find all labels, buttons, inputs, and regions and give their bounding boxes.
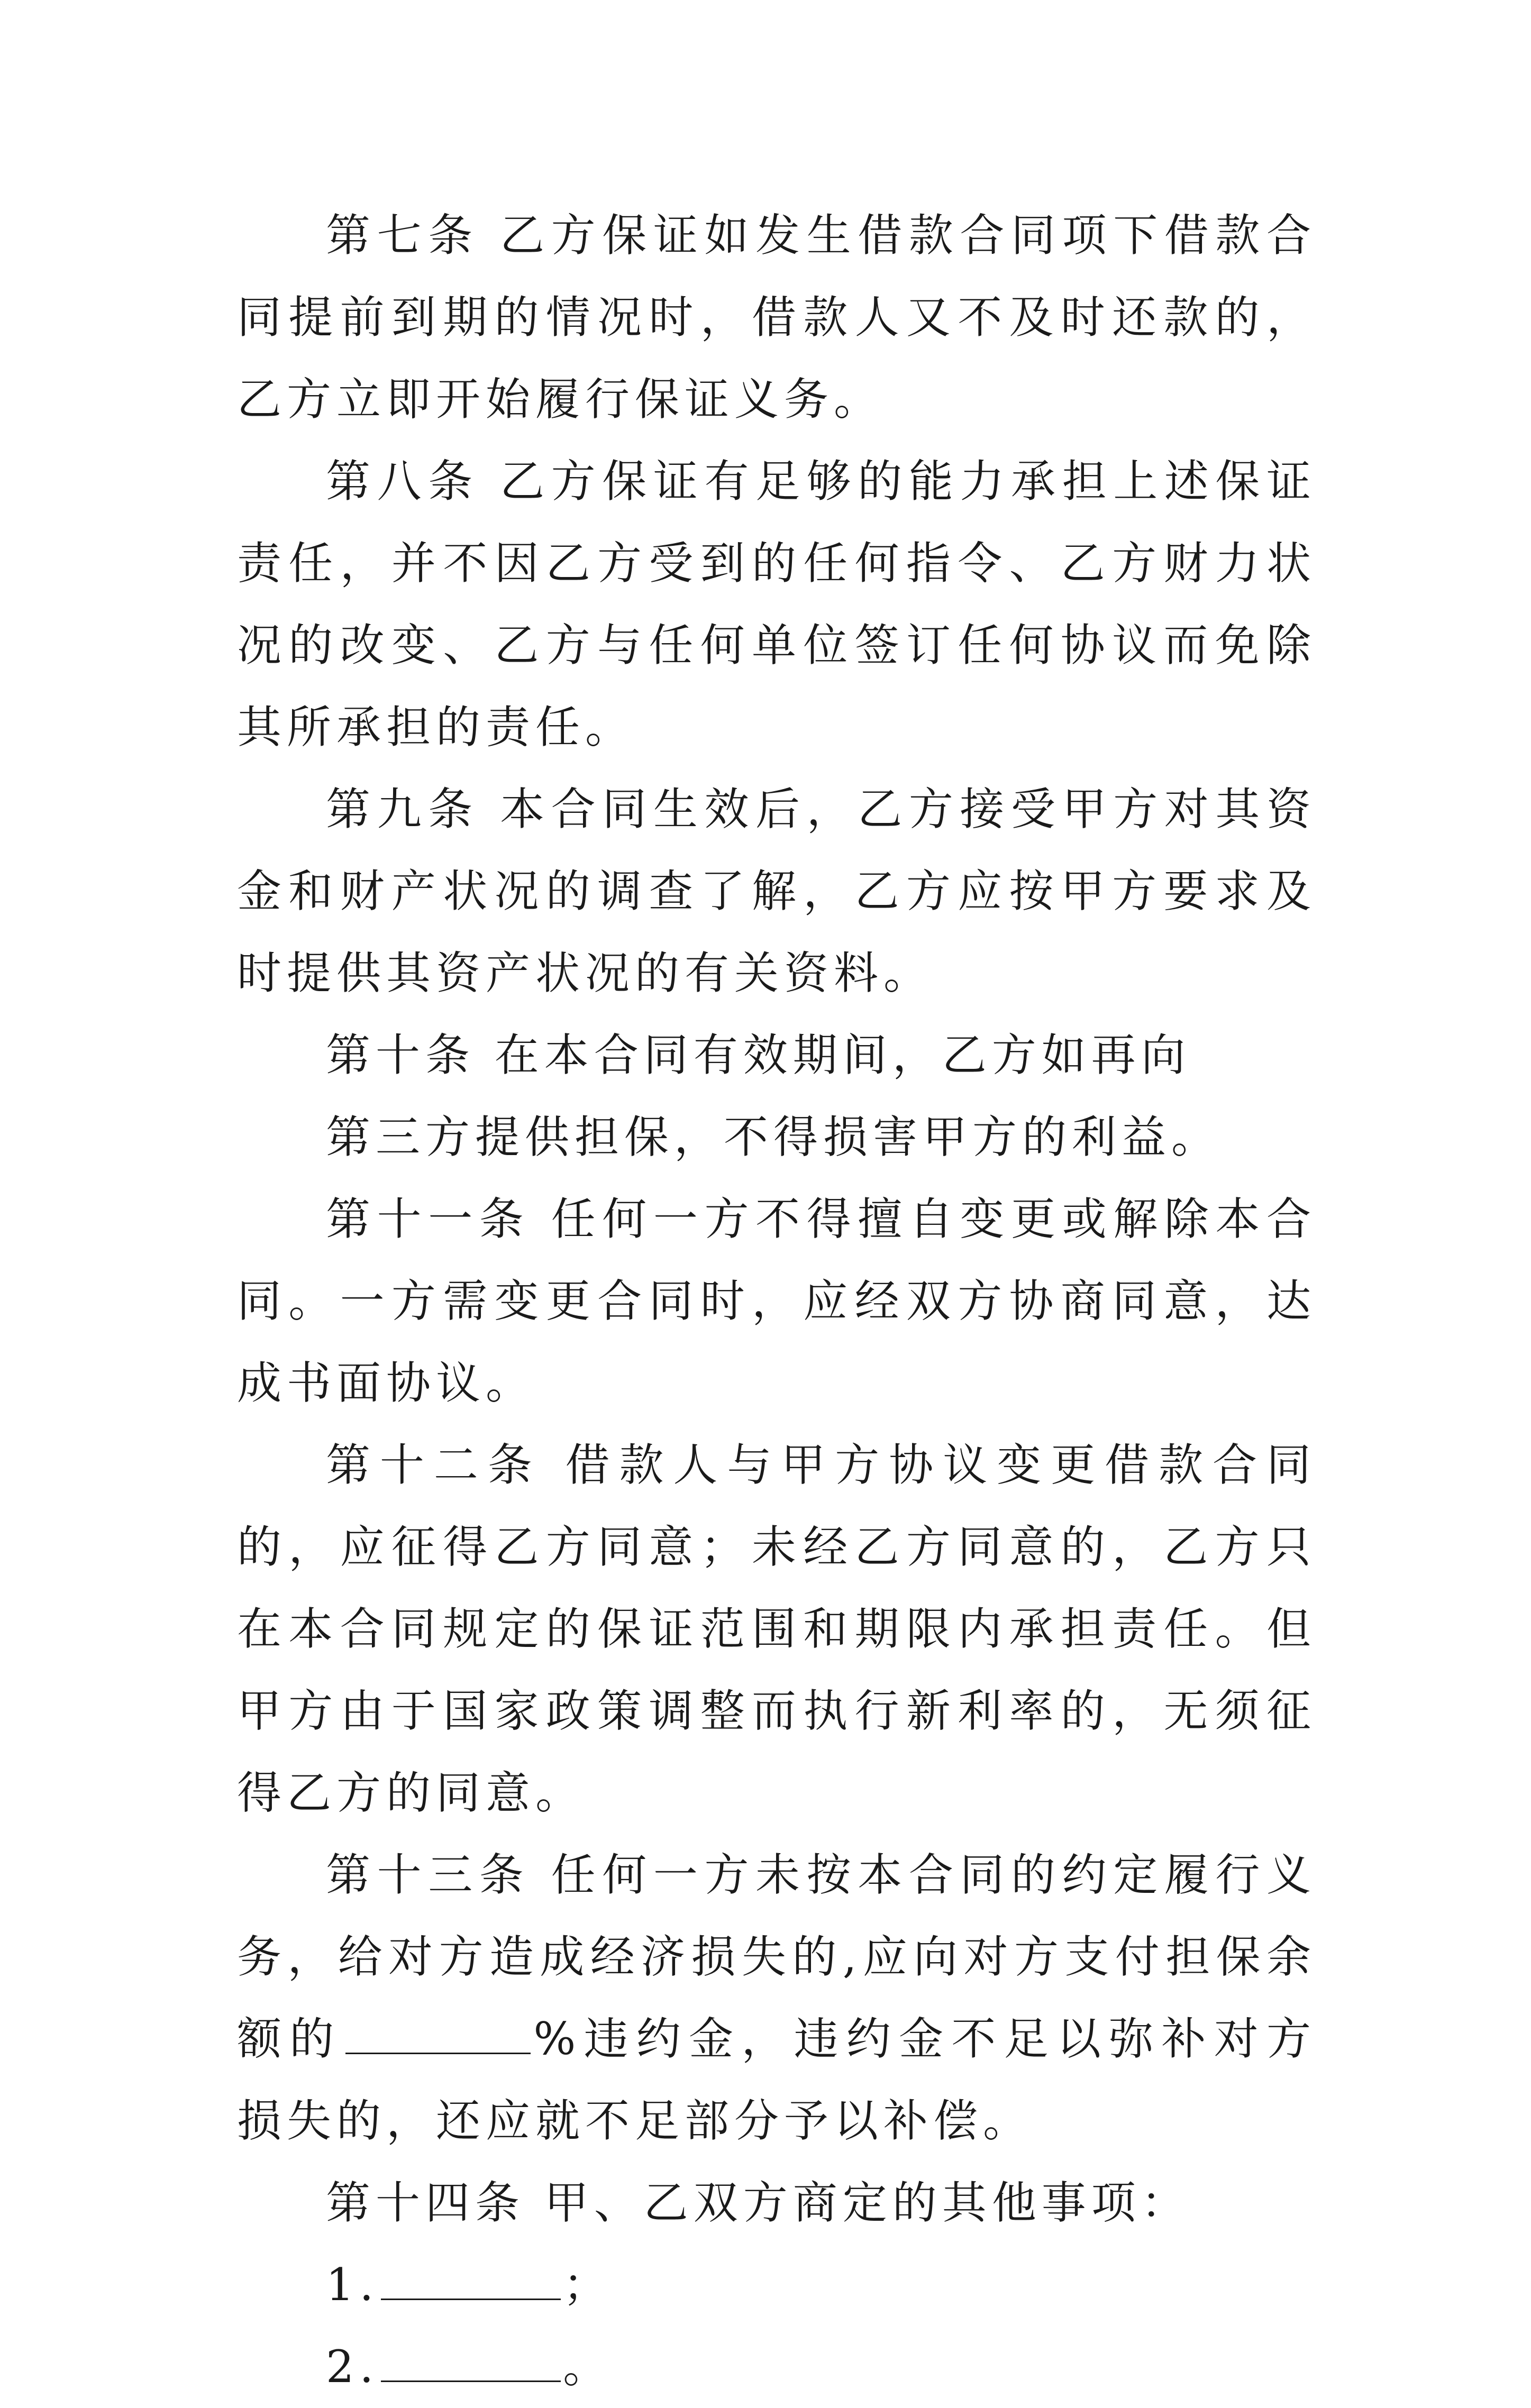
clause-13-text-after: %违约金，违约金不足以弥补对方损失的，还应就不足部分予以补偿。 bbox=[237, 2013, 1316, 2147]
clause-12: 第十二条 借款人与甲方协议变更借款合同的，应征得乙方同意；未经乙方同意的，乙方只在本合同规定的保证范围和期限内承担责任。但甲方由于国家政策调整而执行新利率的，无须征得乙方的同意。 bbox=[237, 1439, 1316, 1819]
clause-10-line-1: 第十条 在本合同有效期间，乙方如再向 bbox=[326, 1029, 1191, 1081]
item-1-punctuation: ； bbox=[563, 2259, 613, 2311]
clause-13-text-before: 第十三条 任何一方未按本合同的约定履行义务，给对方造成经济损失的,应向对方支付担保余额的 bbox=[237, 1849, 1316, 2065]
clause-7: 第七条 乙方保证如发生借款合同项下借款合同提前到期的情况时，借款人又不及时还款的，乙方立即开始履行保证义务。 bbox=[237, 209, 1317, 425]
document-page bbox=[237, 195, 1316, 2408]
item-2-number: 2. bbox=[326, 2341, 379, 2393]
other-matter-item-2 bbox=[237, 2326, 1316, 2408]
penalty-percent-blank bbox=[345, 2015, 531, 2054]
clause-10-line-2: 第三方提供担保，不得损害甲方的利益。 bbox=[326, 1111, 1222, 1163]
item-1-blank bbox=[381, 2260, 561, 2300]
item-2-blank bbox=[381, 2342, 561, 2382]
item-2-punctuation: 。 bbox=[563, 2341, 613, 2393]
clause-14: 第十四条 甲、乙双方商定的其他事项： bbox=[326, 2177, 1191, 2229]
clause-9: 第九条 本合同生效后，乙方接受甲方对其资金和财产状况的调查了解，乙方应按甲方要求及时提供其资产状况的有关资料。 bbox=[237, 783, 1317, 999]
clause-8: 第八条 乙方保证有足够的能力承担上述保证责任，并不因乙方受到的任何指令、乙方财力状况的改变、乙方与任何单位签订任何协议而免除其所承担的责任。 bbox=[237, 455, 1317, 753]
other-matter-item-1 bbox=[237, 2244, 1316, 2326]
clause-11: 第十一条 任何一方不得擅自变更或解除本合同。一方需变更合同时，应经双方协商同意，达成书面协议。 bbox=[237, 1193, 1316, 1409]
item-1-number: 1. bbox=[326, 2259, 379, 2311]
clause-13 bbox=[237, 1834, 1316, 2162]
